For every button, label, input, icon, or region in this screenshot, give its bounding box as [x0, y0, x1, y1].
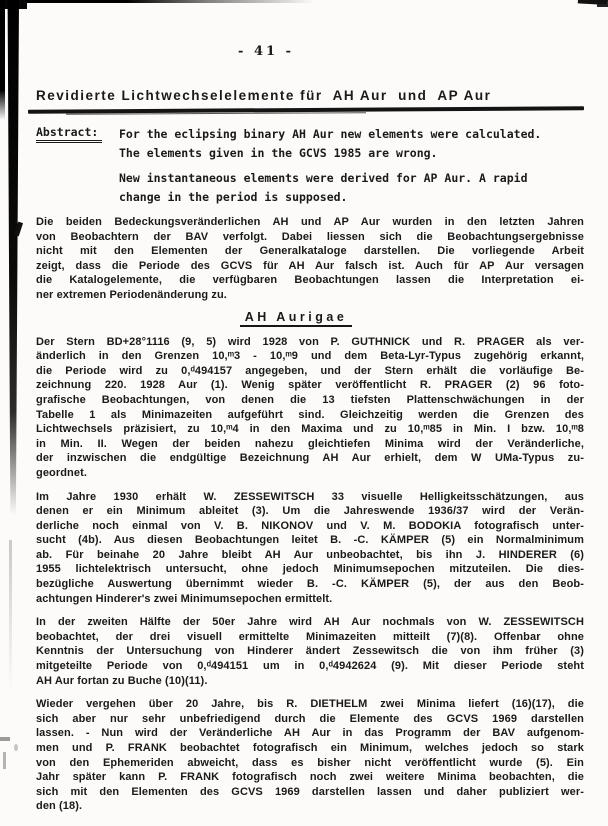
text-line: sucht (4b). Aus diesen Beobachtungen leitet B. -C. KÄMPER (5) ein Normalminimum [36, 534, 584, 547]
text-line: ner extremen Periodenänderung zu. [36, 288, 227, 301]
text-line: mitgeteilte Periode von 0,ᵈ494151 um in 0,ᵈ4942624 (9). Mit dieser Periode steht [36, 660, 584, 673]
abstract-line: For the eclipsing binary AH Aur new elements were calculated. [119, 127, 542, 141]
page-number: - 41 - [238, 44, 294, 59]
section-heading-ah-aurigae: AH Aurigae [240, 310, 353, 327]
section-heading-wrap [36, 308, 556, 326]
title-underline-echo [66, 112, 366, 115]
text-line: geordnet. [36, 466, 88, 479]
text-line: die Periode wird zu 0,ᵈ494157 angegeben, und der Stern erhält die vorläufige Be- [36, 364, 584, 377]
abstract-line: The elements given in the GCVS 1985 are wrong. [119, 145, 438, 160]
text-line: lassen. - Nun wird der Veränderliche AH Aur in das Programm der BAV aufgenom- [36, 727, 584, 740]
intro-paragraph [36, 215, 584, 303]
text-line: Wieder vergehen über 20 Jahre, bis R. DIETHELM zwei Minima liefert (16)(17), die [36, 698, 584, 711]
text-line: Kenntnis der Untersuchung von Hinderer ändert Zessewitsch die von ihm früher (3) [36, 645, 584, 658]
abstract-label: Abstract: [36, 125, 102, 143]
abstract-paragraph-1 [119, 125, 541, 162]
body-paragraph-3 [36, 615, 584, 688]
text-line: Jahr später kann P. FRANK fotografisch noch zwei weitere Minima beobachten, die [36, 771, 584, 784]
text-line: der inzwischen die endgültige Bezeichnung AH Aur erhielt, dem W UMa-Typus zu- [36, 452, 584, 465]
abstract-paragraph-2 [119, 169, 541, 206]
text-line: grafische Beobachtungen, von denen die 13 tiefsten Plattenschwächungen in der [36, 393, 584, 406]
text-line: sich aber nur sehr unbefriedigend durch die Elemente des GCVS 1969 darstellen [36, 712, 584, 725]
text-line: 1955 lichtelektrisch untersucht, ohne jedoch Minimumsepochen mitzuteilen. Die dies- [36, 563, 584, 576]
body-paragraph-2 [36, 490, 584, 607]
text-line: AH Aur fortan zu Buche (10)(11). [36, 674, 208, 687]
abstract-gap [119, 162, 541, 169]
article-title: Revidierte Lichtwechselelemente für AH Aur und AP Aur [36, 88, 492, 103]
text-line: In der zweiten Hälfte der 50er Jahre wird AH Aur nochmals von W. ZESSEWITSCH [36, 616, 584, 629]
text-line: Der Stern BD+28°1116 (9, 5) wird 1928 von P. GUTHNICK und R. PRAGER als ver- [36, 335, 584, 348]
text-line: achtungen Hinderer's zwei Minimumsepochen ermittelt. [36, 592, 333, 605]
text-line: Lichtwechsels präzisiert, zu 10,ᵐ4 in den Maxima und zu 10,ᵐ85 in Min. I bzw. 10,ᵐ8 [36, 423, 584, 436]
text-line: beobachtet, der drei visuell ermittelte Minimazeiten mitteilt (7)(8). Offenbar ohne [36, 630, 584, 643]
body-paragraph-1 [36, 335, 584, 481]
abstract-section [36, 125, 584, 206]
text-line: änderlich in den Grenzen 10,ᵐ3 - 10,ᵐ9 und dem Beta-Lyr-Typus zugehörig erkannt, [36, 350, 584, 363]
text-line: den (18). [36, 800, 83, 813]
text-line: denen er ein Minimum ableitet (3). Um die Jahreswende 1936/37 wird der Verän- [36, 505, 584, 518]
text-line: Tabelle 1 als Minimazeiten aufgeführt sind. Gleichzeitig werden die Grenzen des [36, 408, 584, 421]
text-line: in Min. II. Wegen der beiden nahezu gleichtiefen Minima wird der Veränderliche, [36, 437, 584, 450]
text-line: die Katalogelemente, die verfügbaren Beobachtungen lassen die Interpretation ei- [36, 274, 584, 287]
text-line: Die beiden Bedeckungsveränderlichen AH und AP Aur wurden in den letzten Jahren [36, 216, 584, 228]
text-line: zeigt, dass die Periode des GCVS für AH Aur falsch ist. Auch für AP Aur versagen [36, 259, 584, 272]
text-line: von den Ephemeriden abweicht, dass es bisher nicht veröffentlicht wurde (5). Ein [36, 756, 584, 769]
abstract-body [119, 125, 541, 206]
text-line: men und P. FRANK beobachtet fotografisch ein Minimum, welches jedoch so stark [36, 742, 584, 754]
text-line: sich mit den Elementen des GCVS 1969 darstellen lassen und daher publiziert wer- [36, 785, 584, 798]
text-line: Im Jahre 1930 erhält W. ZESSEWITSCH 33 visuelle Helligkeitsschätzungen, aus [36, 490, 584, 503]
text-line: zeichnung 220. 1928 Aur (1). Wenig später veröffentlicht R. PRAGER (2) 96 foto- [36, 379, 584, 392]
text-line: von Beobachtern der BAV verfolgt. Dabei liessen sich die Beobachtungsergebnisse [36, 230, 584, 243]
abstract-line: change in the period is supposed. [119, 189, 348, 204]
text-line: derliche noch einmal von V. B. NIKONOV und V. M. BODOKIA fotografisch unter- [36, 519, 584, 532]
text-line: nicht mit den Elementen der Generalkataloge darstellen. Die vorliegende Arbeit [36, 245, 584, 258]
text-line: bezügliche Auswertung übernimmt wieder B. -C. KÄMPER (5), der aus den Beob- [36, 578, 584, 591]
abstract-line: New instantaneous elements were derived for AP Aur. A rapid [119, 171, 528, 185]
text-line: ab. Für beinahe 20 Jahre bleibt AH Aur unbeobachtet, bis ihn J. HINDERER (6) [36, 548, 584, 561]
body-paragraph-4 [36, 697, 584, 814]
